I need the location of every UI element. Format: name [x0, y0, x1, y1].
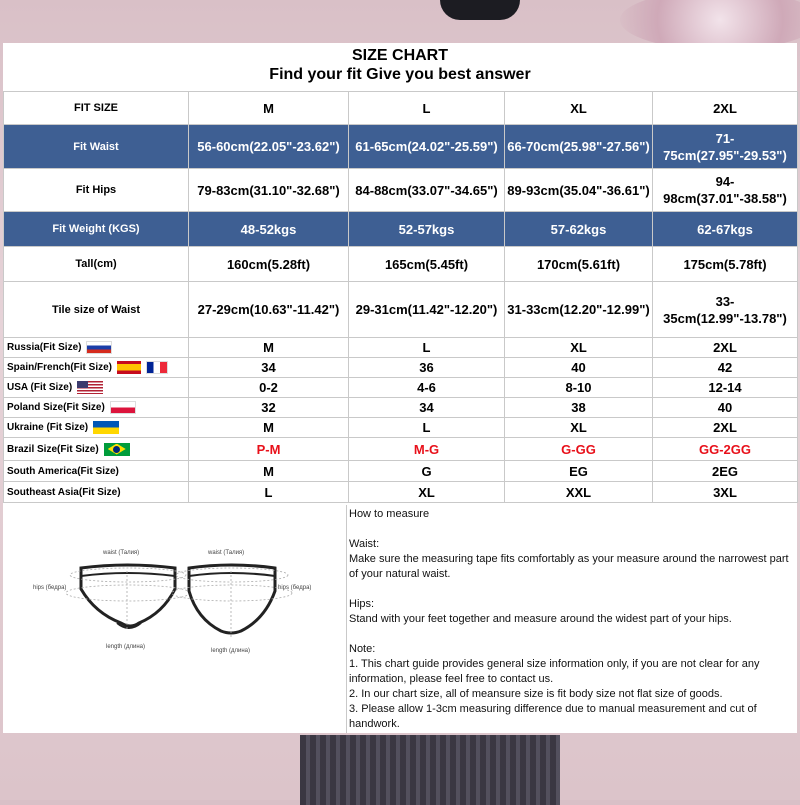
table-cell: 8-10 [505, 378, 653, 398]
front-length-label: length (длина) [106, 644, 146, 650]
table-cell: M [189, 461, 349, 482]
row-label: Tall(cm) [4, 247, 189, 282]
usa-row [4, 378, 798, 398]
table-cell: M [189, 338, 349, 358]
table-cell: 27-29cm(10.63"-11.42") [189, 282, 349, 338]
spain-french-row [4, 358, 798, 378]
brazil-row [4, 438, 798, 461]
table-cell: 94-98cm(37.01"-38.58") [653, 169, 798, 212]
table-cell: P-M [189, 438, 349, 461]
table-cell: M-G [349, 438, 505, 461]
table-cell: 0-2 [189, 378, 349, 398]
fit-waist-row [4, 125, 798, 169]
row-label [4, 438, 189, 461]
table-cell: 56-60cm(22.05"-23.62") [189, 125, 349, 169]
hips-text: Stand with your feet together and measure around the widest part of your hips. [349, 613, 732, 625]
table-cell: 3XL [653, 482, 798, 503]
table-cell: 12-14 [653, 378, 798, 398]
table-cell: 40 [653, 398, 798, 418]
table-cell: 38 [505, 398, 653, 418]
table-cell: 4-6 [349, 378, 505, 398]
chart-title: SIZE CHART [352, 47, 448, 64]
south-america-row [4, 461, 798, 482]
waist-text: Make sure the measuring tape fits comfortably as your measure around the narrowest part of your natural waist. [349, 553, 789, 580]
howto-heading: How to measure [349, 508, 430, 520]
table-cell: 34 [189, 358, 349, 378]
table-cell: 57-62kgs [505, 212, 653, 247]
table-cell: 34 [349, 398, 505, 418]
table-cell: 36 [349, 358, 505, 378]
ukraine-row [4, 418, 798, 438]
usa-flag-icon [77, 381, 103, 394]
background-lace-bottom [300, 735, 560, 805]
tile-waist-row [4, 282, 798, 338]
table-cell: 32 [189, 398, 349, 418]
table-cell: 42 [653, 358, 798, 378]
table-cell: G [349, 461, 505, 482]
table-cell: M [189, 418, 349, 438]
table-cell: XL [505, 418, 653, 438]
region-label: Brazil Size(Fit Size) [7, 443, 99, 455]
note-2: 2. In our chart size, all of meansure size is fit body size not flat size of goods. [349, 688, 723, 700]
table-cell: XXL [505, 482, 653, 503]
fit-weight-row [4, 212, 798, 247]
russia-flag-icon [86, 341, 112, 354]
front-waist-label: waist (Талия) [103, 550, 140, 556]
size-header-l: L [349, 92, 505, 125]
spain-flag-icon [117, 361, 141, 374]
table-cell: 84-88cm(33.07"-34.65") [349, 169, 505, 212]
table-cell: EG [505, 461, 653, 482]
table-cell: 79-83cm(31.10"-32.68") [189, 169, 349, 212]
table-cell: 165cm(5.45ft) [349, 247, 505, 282]
table-cell: 61-65cm(24.02"-25.59") [349, 125, 505, 169]
table-cell: L [189, 482, 349, 503]
background-lace-top [440, 0, 520, 20]
size-chart-sheet [3, 43, 797, 733]
table-cell: XL [349, 482, 505, 503]
back-waist-label: waist (Талия) [208, 550, 245, 556]
table-cell: 40 [505, 358, 653, 378]
row-label: Fit Waist [4, 125, 189, 169]
ukraine-flag-icon [93, 421, 119, 434]
measure-section [3, 505, 797, 733]
region-label: Spain/French(Fit Size) [7, 362, 113, 374]
table-cell: 71-75cm(27.95"-29.53") [653, 125, 798, 169]
note-1: 1. This chart guide provides general size information only, if you are not clear for any information, please feel free to contact us. [349, 658, 760, 685]
table-cell: GG-2GG [653, 438, 798, 461]
table-cell: L [349, 338, 505, 358]
size-header-2xl: 2XL [653, 92, 798, 125]
russia-row [4, 338, 798, 358]
fit-size-header: FIT SIZE [4, 92, 189, 125]
note-title: Note: [349, 643, 376, 655]
table-cell: 170cm(5.61ft) [505, 247, 653, 282]
table-cell: 31-33cm(12.20"-12.99") [505, 282, 653, 338]
size-header-m: M [189, 92, 349, 125]
row-label: Tile size of Waist [4, 282, 189, 338]
poland-row [4, 398, 798, 418]
table-cell: 29-31cm(11.42"-12.20") [349, 282, 505, 338]
southeast-asia-row [4, 482, 798, 503]
table-cell: XL [505, 338, 653, 358]
table-cell: 89-93cm(35.04"-36.61") [505, 169, 653, 212]
row-label: Southeast Asia(Fit Size) [4, 482, 189, 503]
row-label: Fit Hips [4, 169, 189, 212]
row-label [4, 398, 189, 418]
table-cell: 2EG [653, 461, 798, 482]
region-label: Ukraine (Fit Size) [7, 422, 89, 434]
tall-row [4, 247, 798, 282]
row-label [4, 338, 189, 358]
hips-title: Hips: [349, 598, 375, 610]
table-cell: 52-57kgs [349, 212, 505, 247]
row-label [4, 418, 189, 438]
row-label [4, 378, 189, 398]
title-block [3, 43, 797, 91]
table-cell: 2XL [653, 338, 798, 358]
chart-subtitle: Find your fit Give you best answer [269, 66, 531, 83]
front-hips-label: hips (бедра) [33, 585, 67, 591]
measurement-diagram [3, 505, 347, 733]
table-cell: L [349, 418, 505, 438]
header-row [4, 92, 798, 125]
fit-hips-row [4, 169, 798, 212]
row-label [4, 358, 189, 378]
waist-title: Waist: [349, 538, 380, 550]
row-label: Fit Weight (KGS) [4, 212, 189, 247]
back-hips-label: hips (бедра) [278, 585, 312, 591]
table-cell: G-GG [505, 438, 653, 461]
how-to-measure [347, 505, 797, 733]
table-cell: 48-52kgs [189, 212, 349, 247]
region-label: Poland Size(Fit Size) [7, 402, 105, 414]
region-label: USA (Fit Size) [7, 382, 73, 394]
brazil-flag-icon [104, 443, 130, 456]
table-cell: 175cm(5.78ft) [653, 247, 798, 282]
row-label: South America(Fit Size) [4, 461, 189, 482]
note-3: 3. Please allow 1-3cm measuring difference due to manual measurement and cut of handwork. [349, 703, 757, 730]
back-length-label: length (длина) [211, 648, 251, 654]
underwear-outline-icon [3, 505, 346, 733]
region-label: Russia(Fit Size) [7, 342, 82, 354]
table-cell: 62-67kgs [653, 212, 798, 247]
table-cell: 33-35cm(12.99"-13.78") [653, 282, 798, 338]
poland-flag-icon [110, 401, 136, 414]
table-cell: 160cm(5.28ft) [189, 247, 349, 282]
table-cell: 66-70cm(25.98"-27.56") [505, 125, 653, 169]
france-flag-icon [146, 361, 168, 374]
table-cell: 2XL [653, 418, 798, 438]
size-table [3, 91, 798, 503]
size-header-xl: XL [505, 92, 653, 125]
